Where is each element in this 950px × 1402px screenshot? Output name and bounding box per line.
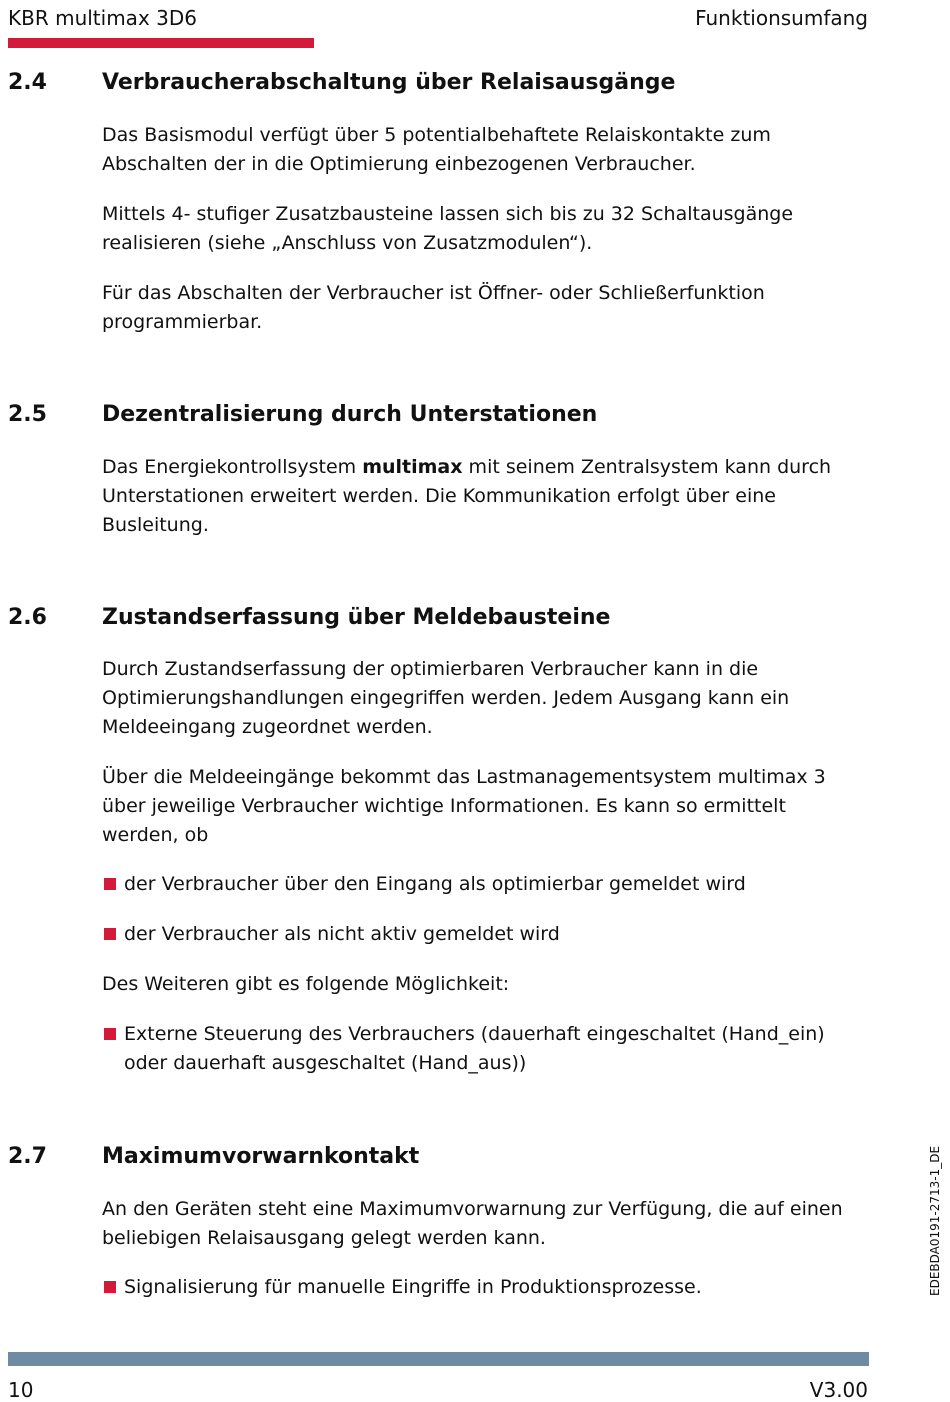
paragraph: Das Basismodul verfügt über 5 potentialbehaftete Relaiskontakte zum Abschalten der in die Optimierung einbezogenen Verbraucher. <box>102 124 771 175</box>
version-label: V3.00 <box>809 1378 868 1402</box>
header-section-title: Funktionsumfang <box>695 6 868 30</box>
list-item-text: Signalisierung für manuelle Eingriffe in Produktionsprozesse. <box>124 1276 702 1298</box>
header-accent-bar <box>8 38 314 48</box>
list-item-text: Externe Steuerung des Verbrauchers (dauerhaft eingeschaltet (Hand_ein) oder dauerhaft ausgeschaltet (Hand_aus)) <box>124 1023 825 1074</box>
bullet-marker <box>104 1281 116 1293</box>
document-code: EDEBDA0191-2713-1_DE <box>928 1145 942 1296</box>
paragraph: Für das Abschalten der Verbraucher ist Öffner- oder Schließerfunktion programmierbar. <box>102 282 765 333</box>
paragraph: Über die Meldeeingänge bekommt das Lastmanagementsystem multimax 3 über jeweilige Verbraucher wichtige Informationen. Es kann so ermittelt werden, ob <box>102 766 826 846</box>
section-2-4-body <box>102 121 862 179</box>
section-2-6-body <box>102 655 862 742</box>
section-number: 2.6 <box>8 605 47 630</box>
product-name: multimax <box>362 456 463 478</box>
list-item <box>102 870 862 899</box>
bullet-marker <box>104 928 116 940</box>
list-item <box>102 920 862 949</box>
paragraph: Mittels 4- stufiger Zusatzbausteine lassen sich bis zu 32 Schaltausgänge realisieren (siehe „Anschluss von Zusatzmodulen“). <box>102 203 794 254</box>
paragraph <box>102 453 862 540</box>
section-number: 2.7 <box>8 1144 47 1169</box>
section-2-7-body <box>102 1195 862 1253</box>
list-item-text: der Verbraucher als nicht aktiv gemeldet wird <box>124 923 560 945</box>
section-heading: Dezentralisierung durch Unterstationen <box>102 402 598 427</box>
paragraph-text: mit seinem Zentralsystem kann durch Unterstationen erweitert werden. Die Kommunikation erfolgt über eine Busleitung. <box>102 456 832 536</box>
section-2-6-body-2 <box>102 763 862 850</box>
section-2-5-body <box>102 453 862 540</box>
section-2-4-body-3 <box>102 279 862 337</box>
paragraph: Des Weiteren gibt es folgende Möglichkeit: <box>102 973 510 995</box>
paragraph: Durch Zustandserfassung der optimierbaren Verbraucher kann in die Optimierungshandlungen eingegriffen werden. Jedem Ausgang kann ein Meldeeingang zugeordnet werden. <box>102 658 790 738</box>
list-item-text: der Verbraucher über den Eingang als optimierbar gemeldet wird <box>124 873 746 895</box>
section-heading: Maximumvorwarnkontakt <box>102 1144 420 1169</box>
page-number: 10 <box>8 1378 34 1402</box>
section-heading: Verbraucherabschaltung über Relaisausgänge <box>102 70 676 95</box>
list-item <box>102 1273 862 1302</box>
bullet-marker <box>104 1028 116 1040</box>
section-number: 2.4 <box>8 70 47 95</box>
bullet-marker <box>104 878 116 890</box>
section-heading: Zustandserfassung über Meldebausteine <box>102 605 611 630</box>
list-item <box>102 1020 862 1078</box>
section-2-4-body-2 <box>102 200 862 258</box>
footer-bar <box>8 1352 869 1366</box>
paragraph-text: Das Energiekontrollsystem <box>102 456 363 478</box>
section-number: 2.5 <box>8 402 47 427</box>
section-2-6-body-3 <box>102 970 862 999</box>
paragraph: An den Geräten steht eine Maximumvorwarnung zur Verfügung, die auf einen beliebigen Relaisausgang gelegt werden kann. <box>102 1198 843 1249</box>
header-title: KBR multimax 3D6 <box>8 6 197 30</box>
